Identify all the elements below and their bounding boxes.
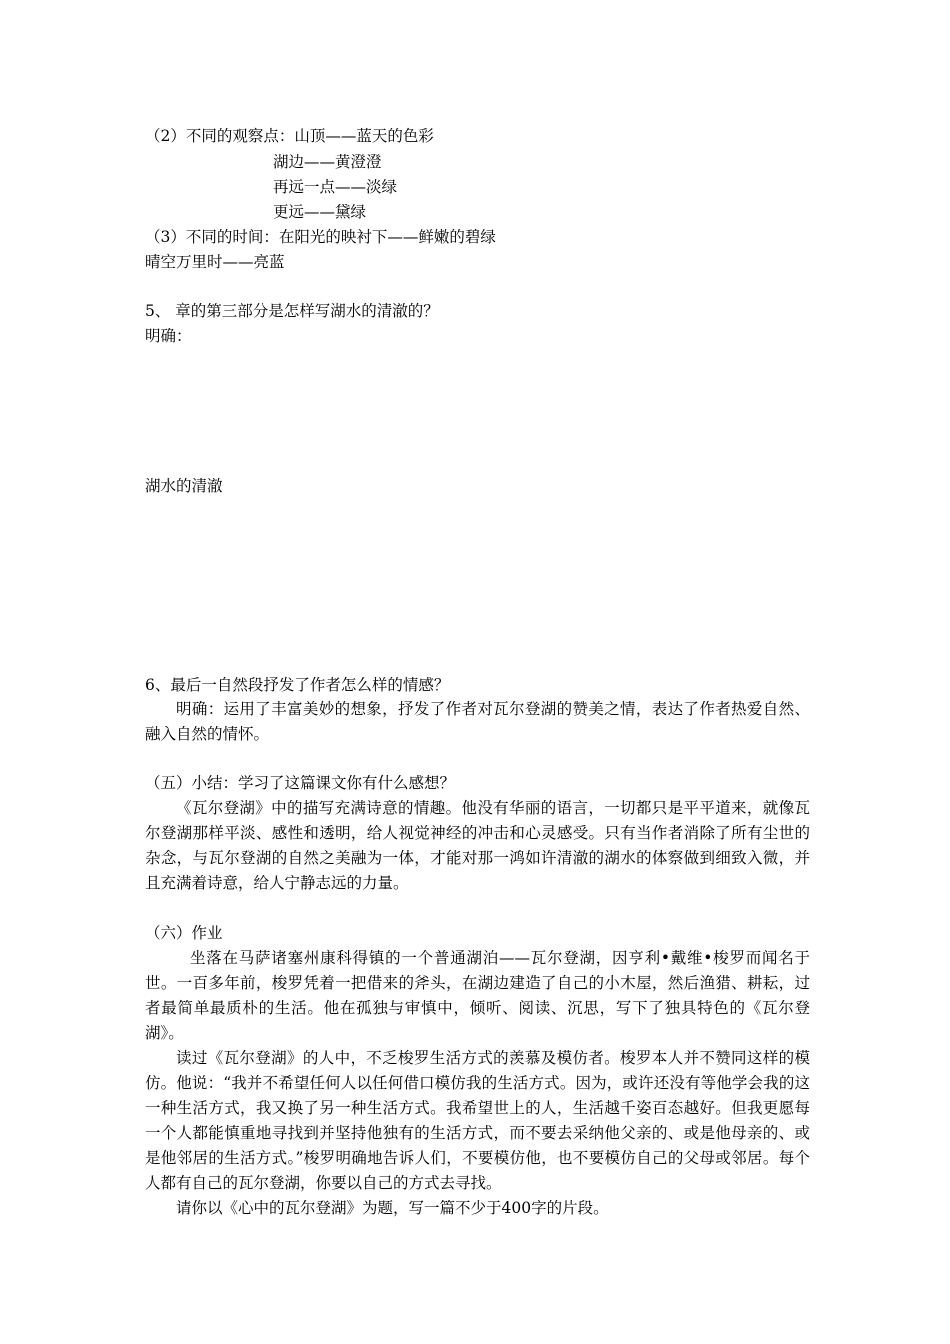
homework-paragraph-1: 坐落在马萨诸塞州康科得镇的一个普通湖泊——瓦尔登湖，因亨利•戴维•梭罗而闻名于世。一百多年前，梭罗凭着一把借来的斧头，在湖边建造了自己的小木屋，然后渔猎、耕耘，过者最简单最质朴的生活。他在孤独与审慎中，倾听、阅读、沉思，写下了独具特色的《瓦尔登湖》。: [145, 949, 810, 1042]
time-label: （3）不同的时间：在阳光的映衬下——鲜嫩的碧绿: [145, 228, 496, 246]
homework-heading: （六）作业: [145, 924, 223, 942]
question-6: 6、最后一自然段抒发了作者怎么样的情感？: [145, 676, 450, 694]
furthest-color: 更远——黛绿: [273, 203, 367, 221]
question-5: 5、 章的第三部分是怎样写湖水的清澈的？: [145, 302, 439, 320]
summary-heading: （五）小结：学习了这篇课文你有什么感想？: [145, 774, 456, 792]
homework-paragraph-2: 读过《瓦尔登湖》的人中，不乏梭罗生活方式的羡慕及模仿者。梭罗本人并不赞同这样的模仿。他说：“我并不希望任何人以任何借口模仿我的生活方式。因为，或许还没有等他学会我的这一种生活方式，我又换了另一种生活方式。我希望世上的人，生活越千姿百态越好。但我更愿每一个人都能慎重地寻找到并坚持他独有的生活方式，而不要去采纳他父亲的、或是他母亲的、或是他邻居的生活方式。”梭罗明确地告诉人们，不要模仿他，也不要模仿自己的父母或邻居。每个人都有自己的瓦尔登湖，你要以自己的方式去寻找。: [145, 1049, 810, 1192]
lakeside-color: 湖边——黄澄澄: [273, 153, 382, 171]
further-color: 再远一点——淡绿: [273, 178, 398, 196]
answer-label: 明确：: [145, 327, 192, 345]
homework-paragraph-3: 请你以《心中的瓦尔登湖》为题，写一篇不少于400字的片段。: [176, 1199, 609, 1217]
answer-6: 明确：运用了丰富美妙的想象，抒发了作者对瓦尔登湖的赞美之情，表达了作者热爱自然、融入自然的情怀。: [145, 700, 810, 743]
summary-body: 《瓦尔登湖》中的描写充满诗意的情趣。他没有华丽的语言，一切都只是平平道来，就像瓦尔登湖那样平淡、感性和透明，给人视觉神经的冲击和心灵感受。只有当作者消除了所有尘世的杂念，与瓦尔登湖的自然之美融为一体，才能对那一鸿如许清澈的湖水的体察做到细致入微，并且充满着诗意，给人宁静志远的力量。: [145, 799, 810, 892]
clear-day-color: 晴空万里时——亮蓝: [145, 253, 285, 271]
lake-clarity-label: 湖水的清澈: [145, 477, 223, 495]
observe-points-label: （2）不同的观察点：山顶——蓝天的色彩: [145, 127, 434, 145]
